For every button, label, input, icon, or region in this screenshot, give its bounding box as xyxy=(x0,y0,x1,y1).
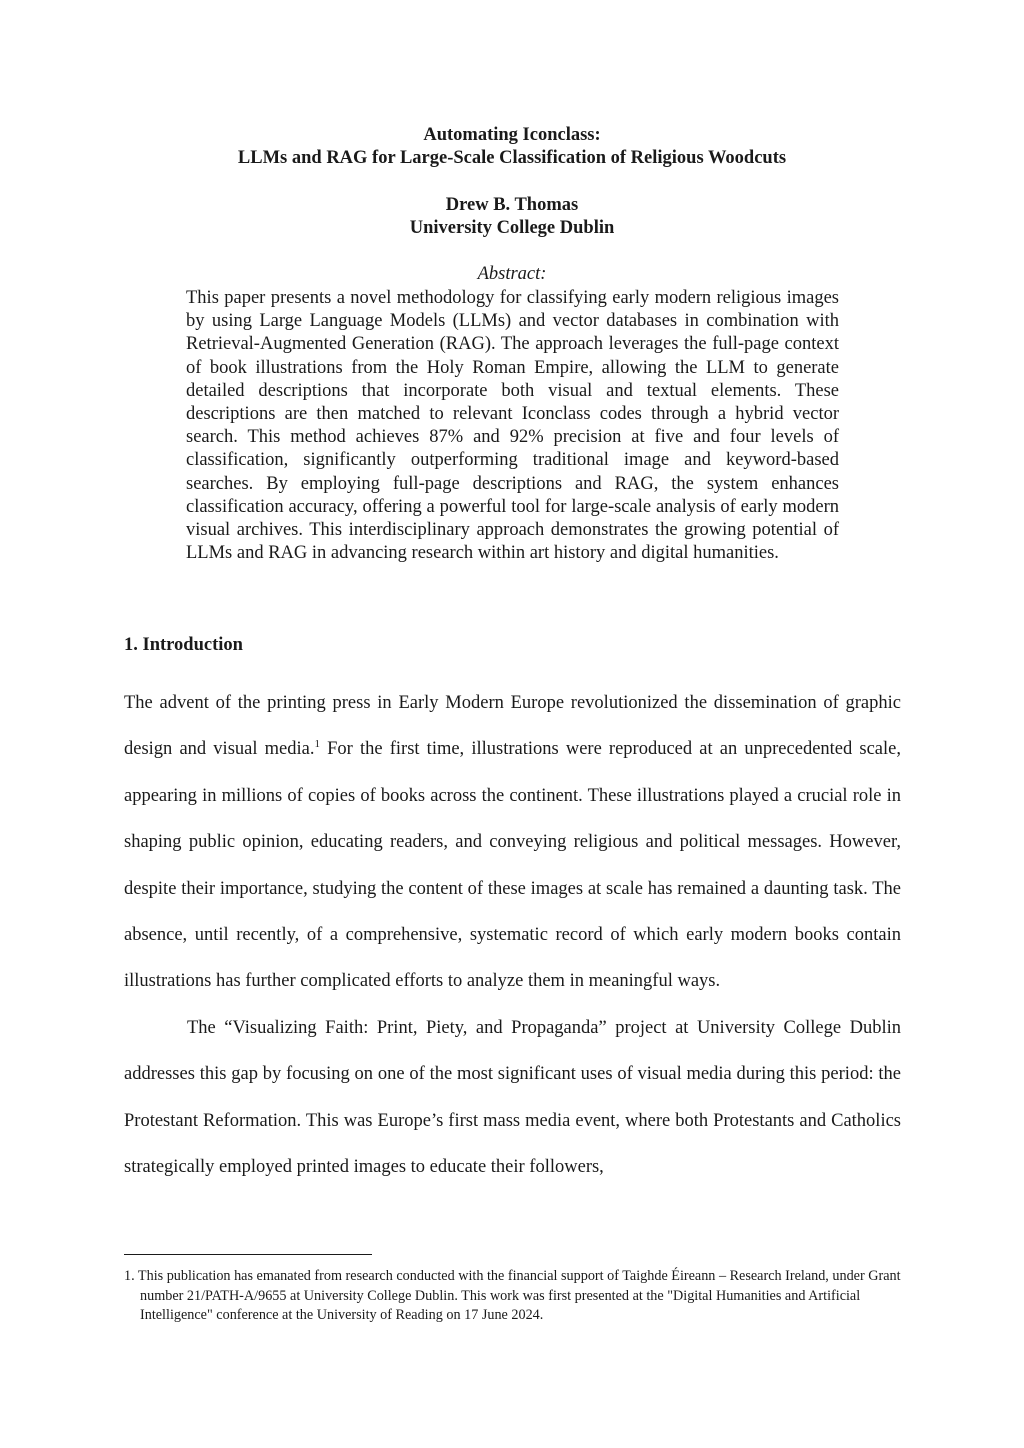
footnote-marker[interactable]: 1 xyxy=(314,738,320,751)
paragraph-1-text-a: The advent of the printing press in Early Modern Europe revolutionized the dissemination of graphic design and visual media. xyxy=(124,693,901,760)
introduction-paragraph-1 xyxy=(124,680,901,1005)
introduction-body xyxy=(124,680,901,1190)
paper-title xyxy=(0,124,1024,170)
author-affiliation: University College Dublin xyxy=(409,218,615,238)
title-line-1: Automating Iconclass: xyxy=(423,125,601,145)
footnote-divider xyxy=(124,1254,372,1255)
author-info xyxy=(0,194,1024,240)
section-heading-introduction: 1. Introduction xyxy=(124,635,243,655)
introduction-paragraph-2: The “Visualizing Faith: Print, Piety, and Propaganda” project at University College Dublin addresses this gap by focusing on one of the most significant uses of visual media during this period: the Protestant Reformation. This was Europe’s first mass media event, where both Protestants and Catholics strategically employed printed images to educate their followers, xyxy=(124,1017,901,1178)
abstract-heading: Abstract: xyxy=(477,264,547,284)
paragraph-1-text-b: For the first time, illustrations were reproduced at an unprecedented scale, appearing in millions of copies of books across the continent. These illustrations played a crucial role in shaping public opinion, educating readers, and conveying religious and political messages. However, despite their importance, studying the content of these images at scale has remained a daunting task. The absence, until recently, of a comprehensive, systematic record of which early modern books contain illustrations has further complicated efforts to analyze them in meaningful ways. xyxy=(124,739,901,992)
abstract-text: This paper presents a novel methodology for classifying early modern religious images by using Large Language Models (LLMs) and vector databases in combination with Retrieval-Augmented Generation (RAG). The approach leverages the full-page context of book illustrations from the Holy Roman Empire, allowing the LLM to generate detailed descriptions that incorporate both visual and textual elements. These descriptions are then matched to relevant Iconclass codes through a hybrid vector search. This method achieves 87% and 92% precision at five and four levels of classification, significantly outperforming traditional image and keyword-based searches. By employing full-page descriptions and RAG, the system enhances classification accuracy, offering a powerful tool for large-scale analysis of early modern visual archives. This interdisciplinary approach demonstrates the growing potential of LLMs and RAG in advancing research within art history and digital humanities. xyxy=(186,288,839,564)
author-name: Drew B. Thomas xyxy=(445,195,579,215)
title-line-2: LLMs and RAG for Large-Scale Classification of Religious Woodcuts xyxy=(237,148,787,168)
footnote-1: 1. This publication has emanated from research conducted with the financial support of Taighde Éireann – Research Ireland, under Grant number 21/PATH-A/9655 at University College Dublin. This work was first presented at the "Digital Humanities and Artificial Intelligence" conference at the University of Reading on 17 June 2024. xyxy=(124,1268,901,1323)
